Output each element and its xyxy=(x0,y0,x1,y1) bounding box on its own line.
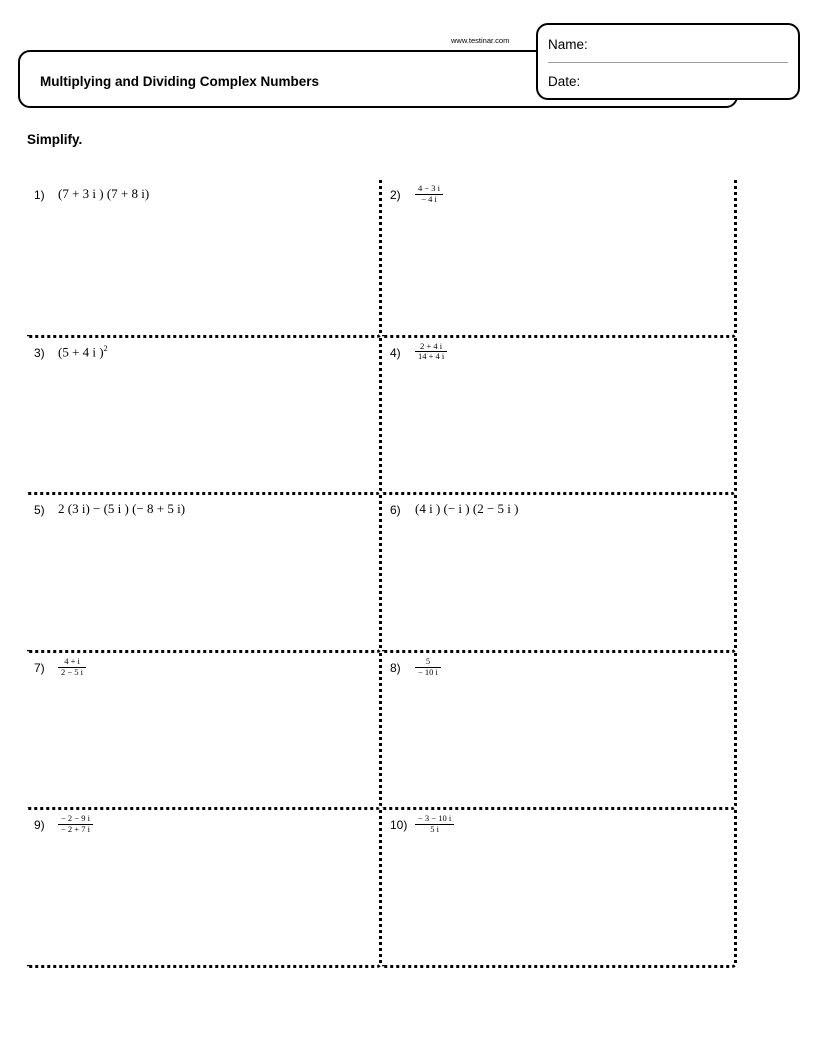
denominator: 14 + 4 i xyxy=(415,351,447,362)
problem-cell-7 xyxy=(27,653,382,811)
problem-expression xyxy=(415,342,447,363)
website-url: www.testinar.com xyxy=(451,36,510,45)
problem-cell-4 xyxy=(382,338,737,496)
exponent: 2 xyxy=(103,343,108,353)
instruction: Simplify. xyxy=(27,132,83,147)
problem-cell-5 xyxy=(27,495,382,653)
denominator: − 4 i xyxy=(415,194,443,205)
problem-expression: (4 i ) (− i ) (2 − 5 i ) xyxy=(415,501,519,517)
denominator: 5 i xyxy=(415,824,454,835)
problem-cell-10 xyxy=(382,810,737,968)
problem-cell-6 xyxy=(382,495,737,653)
problem-expression xyxy=(415,184,443,205)
problem-cell-2 xyxy=(382,180,737,338)
numerator: 4 + i xyxy=(64,655,80,666)
problem-number: 9) xyxy=(34,818,45,833)
problem-expression xyxy=(415,657,441,678)
problem-number: 7) xyxy=(34,660,45,675)
problem-number: 6) xyxy=(390,503,401,518)
problem-number: 3) xyxy=(34,345,45,360)
problem-number: 1) xyxy=(34,188,45,202)
date-label: Date: xyxy=(548,74,581,89)
problem-cell-8 xyxy=(382,653,737,811)
problem-number: 5) xyxy=(34,503,45,518)
base-expression: (5 + 4 i ) xyxy=(58,343,104,359)
denominator: 2 − 5 i xyxy=(58,667,86,678)
problem-expression: (7 + 3 i ) (7 + 8 i) xyxy=(58,186,150,201)
name-date-box xyxy=(536,23,800,100)
numerator: 2 + 4 i xyxy=(420,340,443,351)
problem-expression xyxy=(58,657,86,678)
fraction xyxy=(415,342,447,363)
fraction xyxy=(58,657,86,678)
name-rule xyxy=(548,62,788,63)
denominator: − 2 + 7 i xyxy=(58,824,93,835)
problem-cell-3 xyxy=(27,338,382,496)
fraction xyxy=(415,814,454,835)
fraction xyxy=(415,657,441,678)
problem-cell-1 xyxy=(27,180,382,338)
problem-number: 4) xyxy=(390,345,401,360)
fraction xyxy=(58,814,93,835)
numerator: 4 − 3 i xyxy=(418,183,441,193)
numerator: 5 xyxy=(425,655,431,666)
name-label: Name: xyxy=(548,37,588,52)
numerator: − 2 − 9 i xyxy=(61,813,90,824)
problem-expression: 2 (3 i) − (5 i ) (− 8 + 5 i) xyxy=(58,501,186,517)
fraction xyxy=(415,184,443,205)
problem-expression xyxy=(415,814,454,835)
problem-number: 10) xyxy=(390,818,408,833)
problem-grid xyxy=(27,180,737,968)
problem-number: 2) xyxy=(390,188,401,202)
problem-expression xyxy=(58,814,93,835)
denominator: − 10 i xyxy=(415,667,441,678)
problem-expression xyxy=(58,344,108,360)
worksheet-title: Multiplying and Dividing Complex Numbers xyxy=(40,74,320,89)
problem-number: 8) xyxy=(390,660,401,675)
problem-cell-9 xyxy=(27,810,382,968)
numerator: − 3 − 10 i xyxy=(418,813,452,824)
